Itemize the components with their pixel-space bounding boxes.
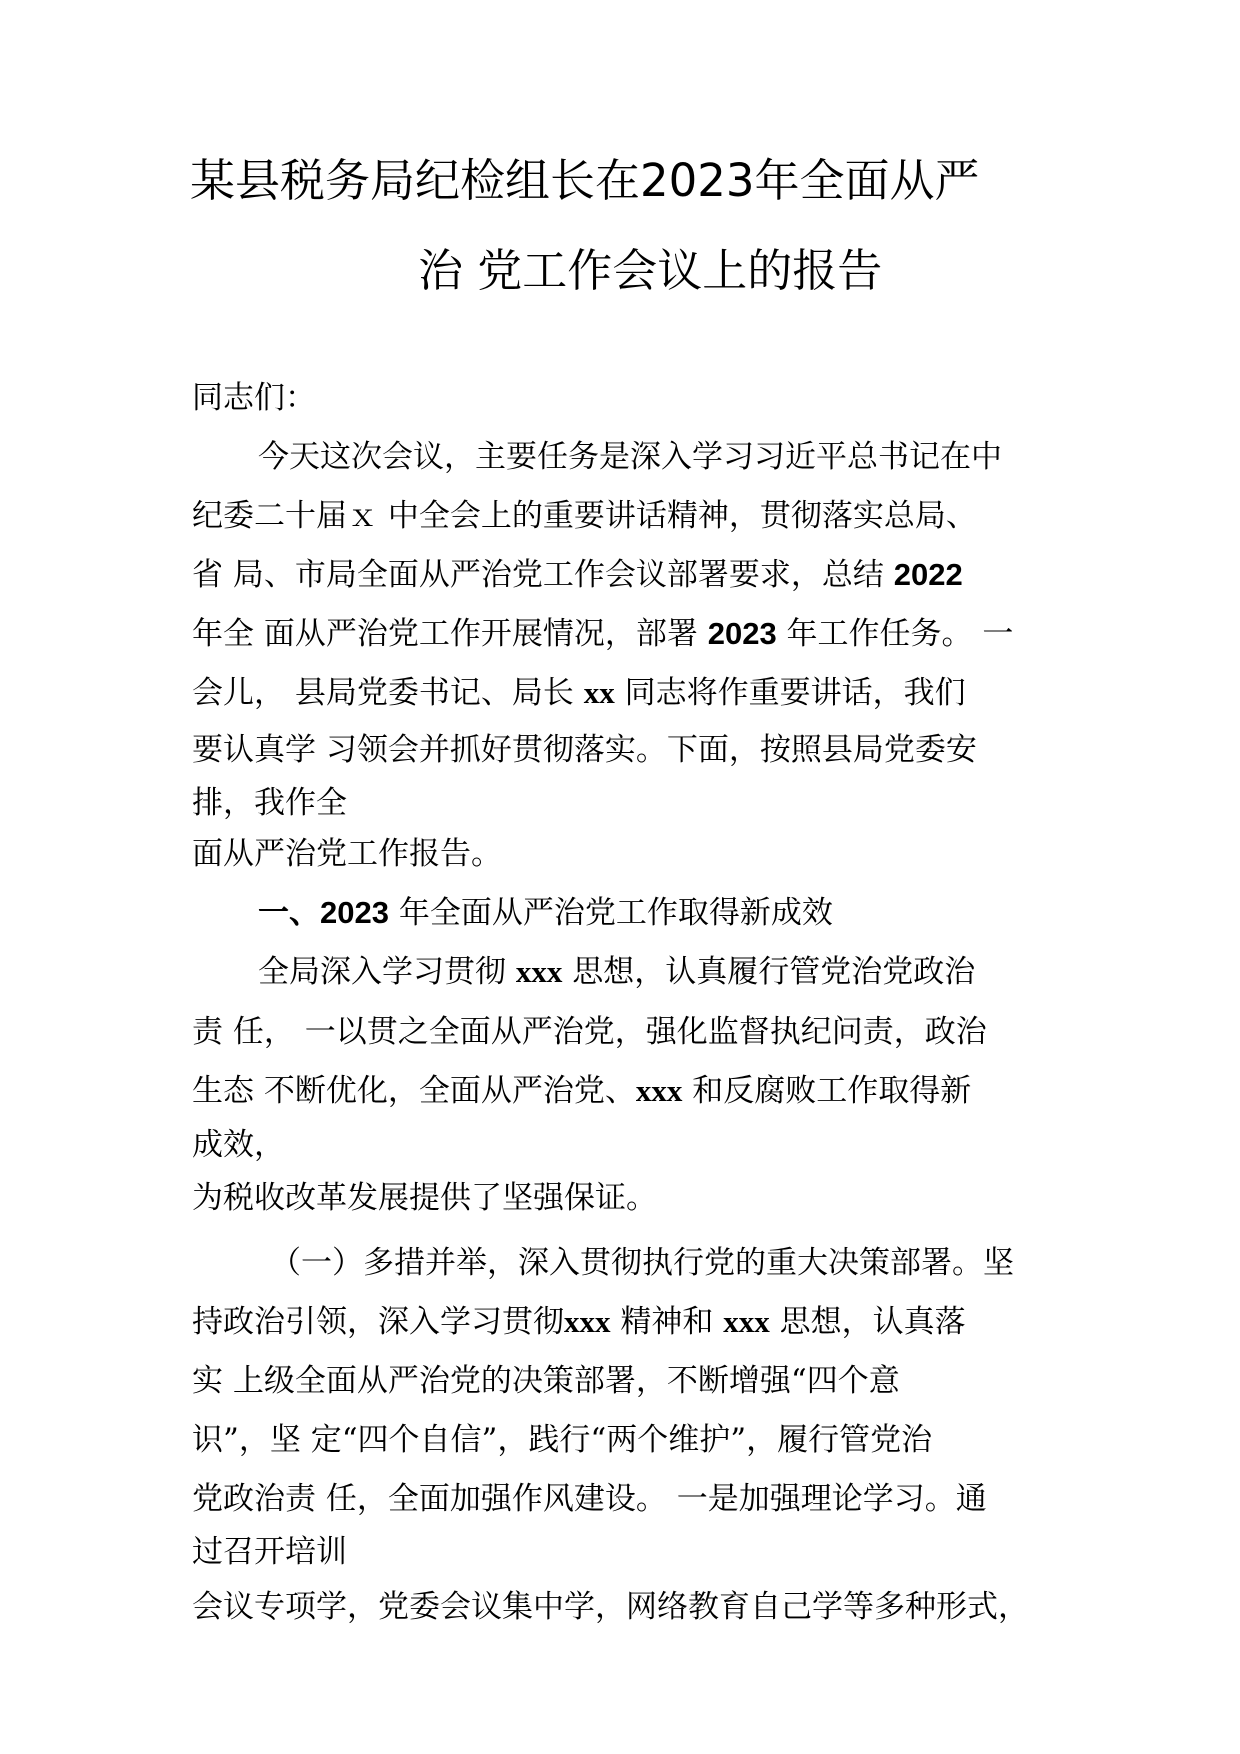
paragraph-1-line: 会儿， 县局党委书记、局长 xx 同志将作重要讲话，我们 [192,675,966,711]
paragraph-3-line: 持政治引领，深入学习贯彻xxx 精神和 xxx 思想，认真落 [192,1304,966,1340]
paragraph-1-line: 要认真学 习领会并抓好贯彻落实。下面，按照县局党委安 [192,732,977,768]
paragraph-1-line: 纪委二十届ｘ 中全会上的重要讲话精神，贯彻落实总局、 [192,498,977,534]
paragraph-1-line: 年全 面从严治党工作开展情况，部署 2023 年工作任务。 一 [192,616,1014,652]
paragraph-1-line: 面从严治党工作报告。 [192,836,502,872]
paragraph-3-line: 识”，坚 定“四个自信”，践行“两个维护”，履行管党治 [192,1422,933,1458]
paragraph-2-line: 成效， [192,1127,285,1163]
paragraph-3-line: 过召开培训 [192,1534,347,1570]
paragraph-2-line: 生态 不断优化，全面从严治党、xxx 和反腐败工作取得新 [192,1073,972,1109]
year-2023: 2023 [707,616,777,651]
paragraph-3-line: （一）多措并举，深入贯彻执行党的重大决策部署。坚 [270,1245,1014,1281]
paragraph-3-line: 党政治责 任，全面加强作风建设。 一是加强理论学习。通 [192,1481,987,1517]
paragraph-3-line: 实 上级全面从严治党的决策部署，不断增强“四个意 [192,1363,900,1399]
paragraph-3-line: 会议专项学，党委会议集中学，网络教育自己学等多种形式， [192,1589,1029,1625]
paragraph-2-line: 责 任， 一以贯之全面从严治党，强化监督执纪问责，政治 [192,1014,987,1050]
section-heading-1: 一、2023 年全面从严治党工作取得新成效 [258,895,833,931]
paragraph-2-line: 为税收改革发展提供了坚强保证。 [192,1180,657,1216]
document-title-line-2: 治 党工作会议上的报告 [418,244,883,297]
year-2022: 2022 [893,557,963,592]
name-placeholder: xx [583,675,615,710]
paragraph-1-line: 排，我作全 [192,785,347,821]
salutation: 同志们： [192,380,316,416]
document-title-line-1: 某县税务局纪检组长在2023年全面从严 [190,154,980,207]
paragraph-1-line: 今天这次会议，主要任务是深入学习习近平总书记在中 [258,439,1002,475]
paragraph-1-line: 省 局、市局全面从严治党工作会议部署要求，总结 2022 [192,557,963,593]
paragraph-2-line: 全局深入学习贯彻 xxx 思想，认真履行管党治党政治 [258,954,976,990]
